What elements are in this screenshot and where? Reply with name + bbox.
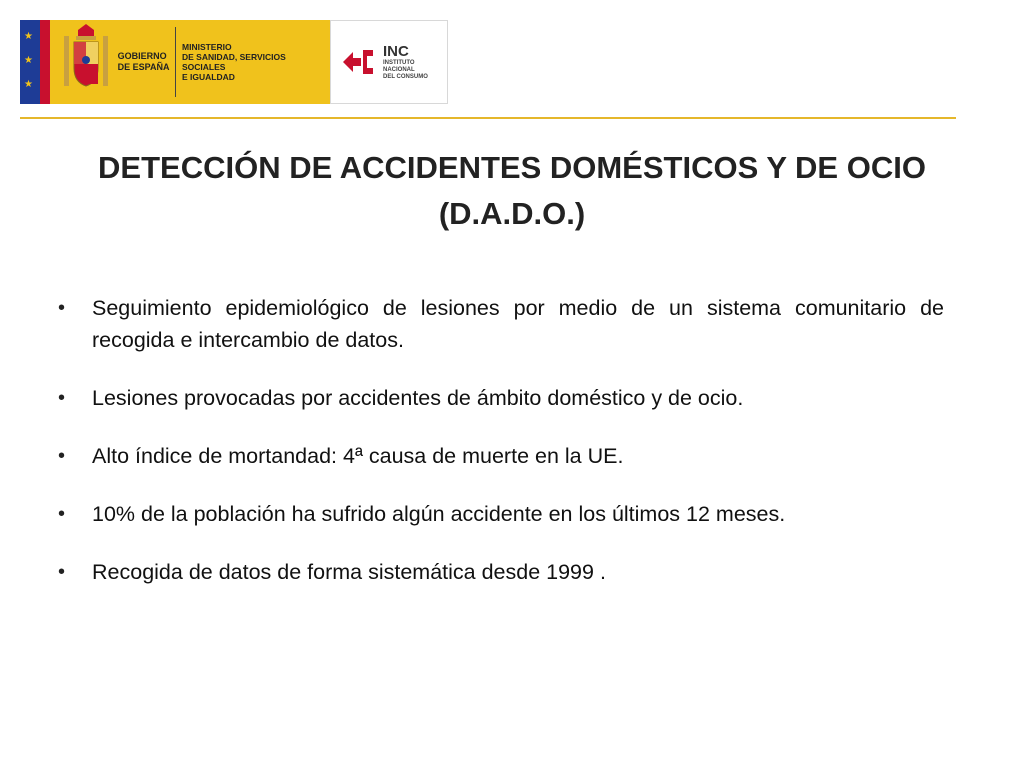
star-icon: ★	[24, 31, 33, 42]
gobierno-text	[114, 51, 173, 73]
bullet-item	[58, 556, 944, 588]
bullet-text: Recogida de datos de forma sistemática desde 1999 .	[92, 560, 606, 584]
bullet-icon: •	[58, 561, 66, 583]
ministerio-line2: DE SANIDAD, SERVICIOS SOCIALES	[182, 52, 286, 72]
inc-title: INC	[383, 42, 409, 60]
header-logos	[20, 20, 448, 104]
ministerio-line1: MINISTERIO	[182, 42, 232, 52]
bullet-item	[58, 292, 944, 356]
bullet-text: Lesiones provocadas por accidentes de ámbito doméstico y de ocio.	[92, 386, 744, 410]
bullet-text: Seguimiento epidemiológico de lesiones por medio de un sistema comunitario de recogida e intercambio de datos.	[92, 296, 944, 352]
bullet-item	[58, 440, 944, 472]
gobierno-logo	[20, 20, 330, 104]
bullet-icon: •	[58, 503, 66, 525]
title-line2: (D.A.D.O.)	[438, 196, 586, 231]
logo-divider	[175, 27, 176, 97]
bullet-item	[58, 498, 944, 530]
inc-sub1: INSTITUTO	[383, 59, 415, 66]
gobierno-line1: GOBIERNO	[117, 51, 167, 61]
eu-flag-strip	[20, 20, 40, 104]
bullet-icon: •	[58, 445, 66, 467]
ministerio-line3: E IGUALDAD	[182, 72, 235, 82]
title-line1: DETECCIÓN DE ACCIDENTES DOMÉSTICOS Y DE OCIO	[98, 150, 926, 185]
flag-red-strip	[40, 20, 50, 104]
gobierno-line2: DE ESPAÑA	[117, 62, 170, 72]
inc-sub3: DEL CONSUMO	[383, 73, 428, 80]
star-icon: ★	[24, 55, 33, 66]
inc-logo	[330, 20, 448, 104]
inc-emblem-icon	[339, 42, 379, 82]
header-rule	[20, 117, 956, 119]
slide-title	[40, 145, 984, 237]
inc-sub2: NACIONAL	[383, 66, 415, 73]
bullet-text: 10% de la población ha sufrido algún accidente en los últimos 12 meses.	[92, 502, 786, 526]
star-icon: ★	[24, 79, 33, 90]
bullet-list	[58, 292, 944, 614]
inc-text	[383, 44, 428, 81]
flag-yellow-strip	[50, 20, 58, 104]
coat-of-arms-icon	[58, 20, 114, 104]
bullet-icon: •	[58, 387, 66, 409]
bullet-text: Alto índice de mortandad: 4ª causa de muerte en la UE.	[92, 444, 624, 468]
bullet-icon: •	[58, 297, 66, 319]
ministerio-text	[182, 42, 330, 82]
bullet-item	[58, 382, 944, 414]
